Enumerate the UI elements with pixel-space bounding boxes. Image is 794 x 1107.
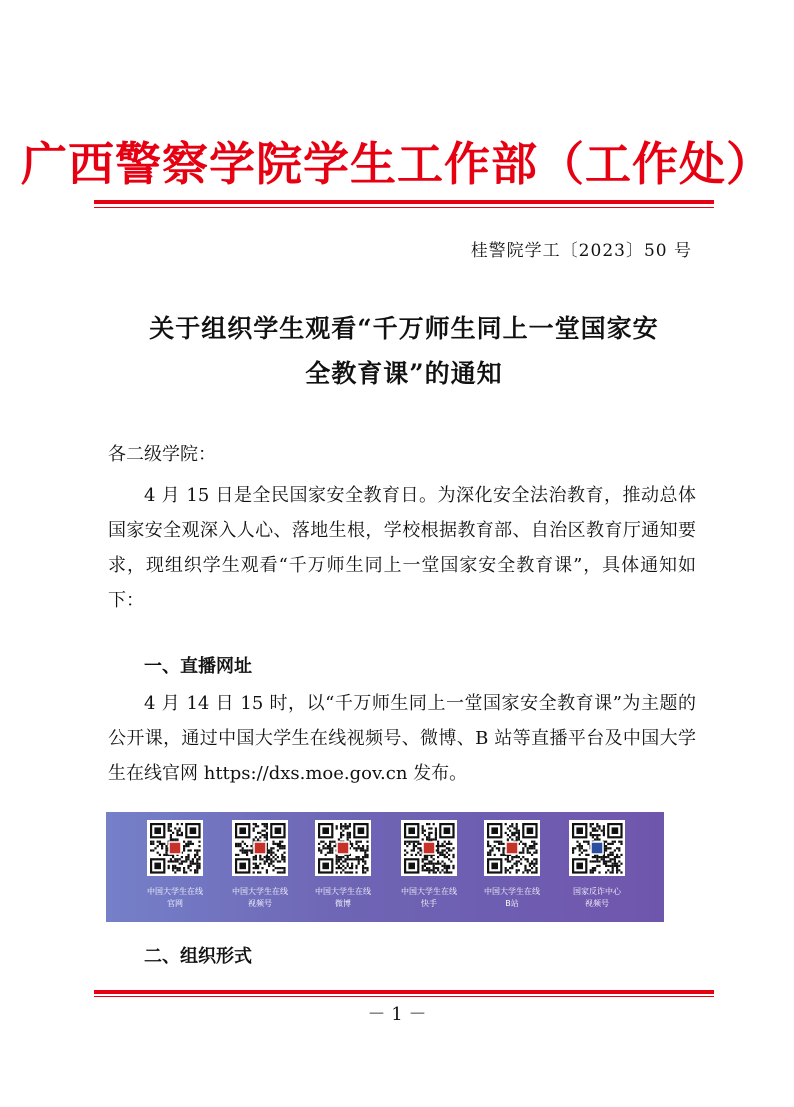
qr-caption [386,886,472,910]
qr-caption-line2: 视频号 [248,899,272,908]
qr-item [132,820,218,910]
qr-item [300,820,386,910]
footer-rule-thin [94,996,714,997]
org-header-title: 广西警察学院学生工作部（工作处） [21,137,773,191]
salutation: 各二级学院： [108,444,216,465]
qr-caption-line2: 微博 [335,899,351,908]
heading-organization-form: 二、组织形式 [144,946,252,967]
qr-caption-line1: 国家反诈中心 [573,887,621,896]
qr-item [217,820,303,910]
heading-live-url: 一、直播网址 [144,656,252,677]
qr-pattern [401,820,457,876]
qr-item [554,820,640,910]
qr-code-banner [106,812,664,922]
document-number: 桂警院学工〔2023〕50 号 [470,241,692,261]
title-line-2: 全教育课”的通知 [305,359,503,388]
qr-caption-line2: 官网 [167,899,183,908]
qr-pattern [484,820,540,876]
qr-pattern [147,820,203,876]
footer-rule-thick [94,990,714,994]
qr-pattern [232,820,288,876]
qr-caption [300,886,386,910]
qr-caption-line2: B站 [505,899,519,908]
header-rule-thin [94,207,714,208]
qr-pattern [315,820,371,876]
paragraph-intro: 4 月 15 日是全民国家安全教育日。为深化安全法治教育，推动总体国家安全观深入人心、落地生根，学校根据教育部、自治区教育厅通知要求，现组织学生观看“千万师生同上一堂国家安全教育课”，具体通知如下： [108,485,696,611]
qr-code-image [147,820,203,876]
qr-code-image [315,820,371,876]
qr-caption-line1: 中国大学生在线 [147,887,203,896]
qr-caption-line1: 中国大学生在线 [484,887,540,896]
qr-caption-line2: 快手 [421,899,437,908]
qr-code-image [401,820,457,876]
qr-code-image [232,820,288,876]
qr-caption [132,886,218,910]
qr-caption-line1: 中国大学生在线 [315,887,371,896]
qr-caption-line2: 视频号 [585,899,609,908]
qr-item [469,820,555,910]
qr-caption-line1: 中国大学生在线 [232,887,288,896]
qr-pattern [569,820,625,876]
header-rule-thick [94,200,714,204]
document-title [94,306,714,396]
page-number: － 1 － [367,1004,427,1025]
qr-code-image [569,820,625,876]
qr-caption-line1: 中国大学生在线 [401,887,457,896]
qr-item [386,820,472,910]
qr-caption [217,886,303,910]
qr-caption [554,886,640,910]
title-line-1: 关于组织学生观看“千万师生同上一堂国家安 [149,314,659,343]
qr-code-image [484,820,540,876]
paragraph-live-url: 4 月 14 日 15 时，以“千万师生同上一堂国家安全教育课”为主题的公开课，通过中国大学生在线视频号、微博、B 站等直播平台及中国大学生在线官网 https://dxs.moe.gov.cn 发布。 [108,693,696,784]
qr-caption [469,886,555,910]
